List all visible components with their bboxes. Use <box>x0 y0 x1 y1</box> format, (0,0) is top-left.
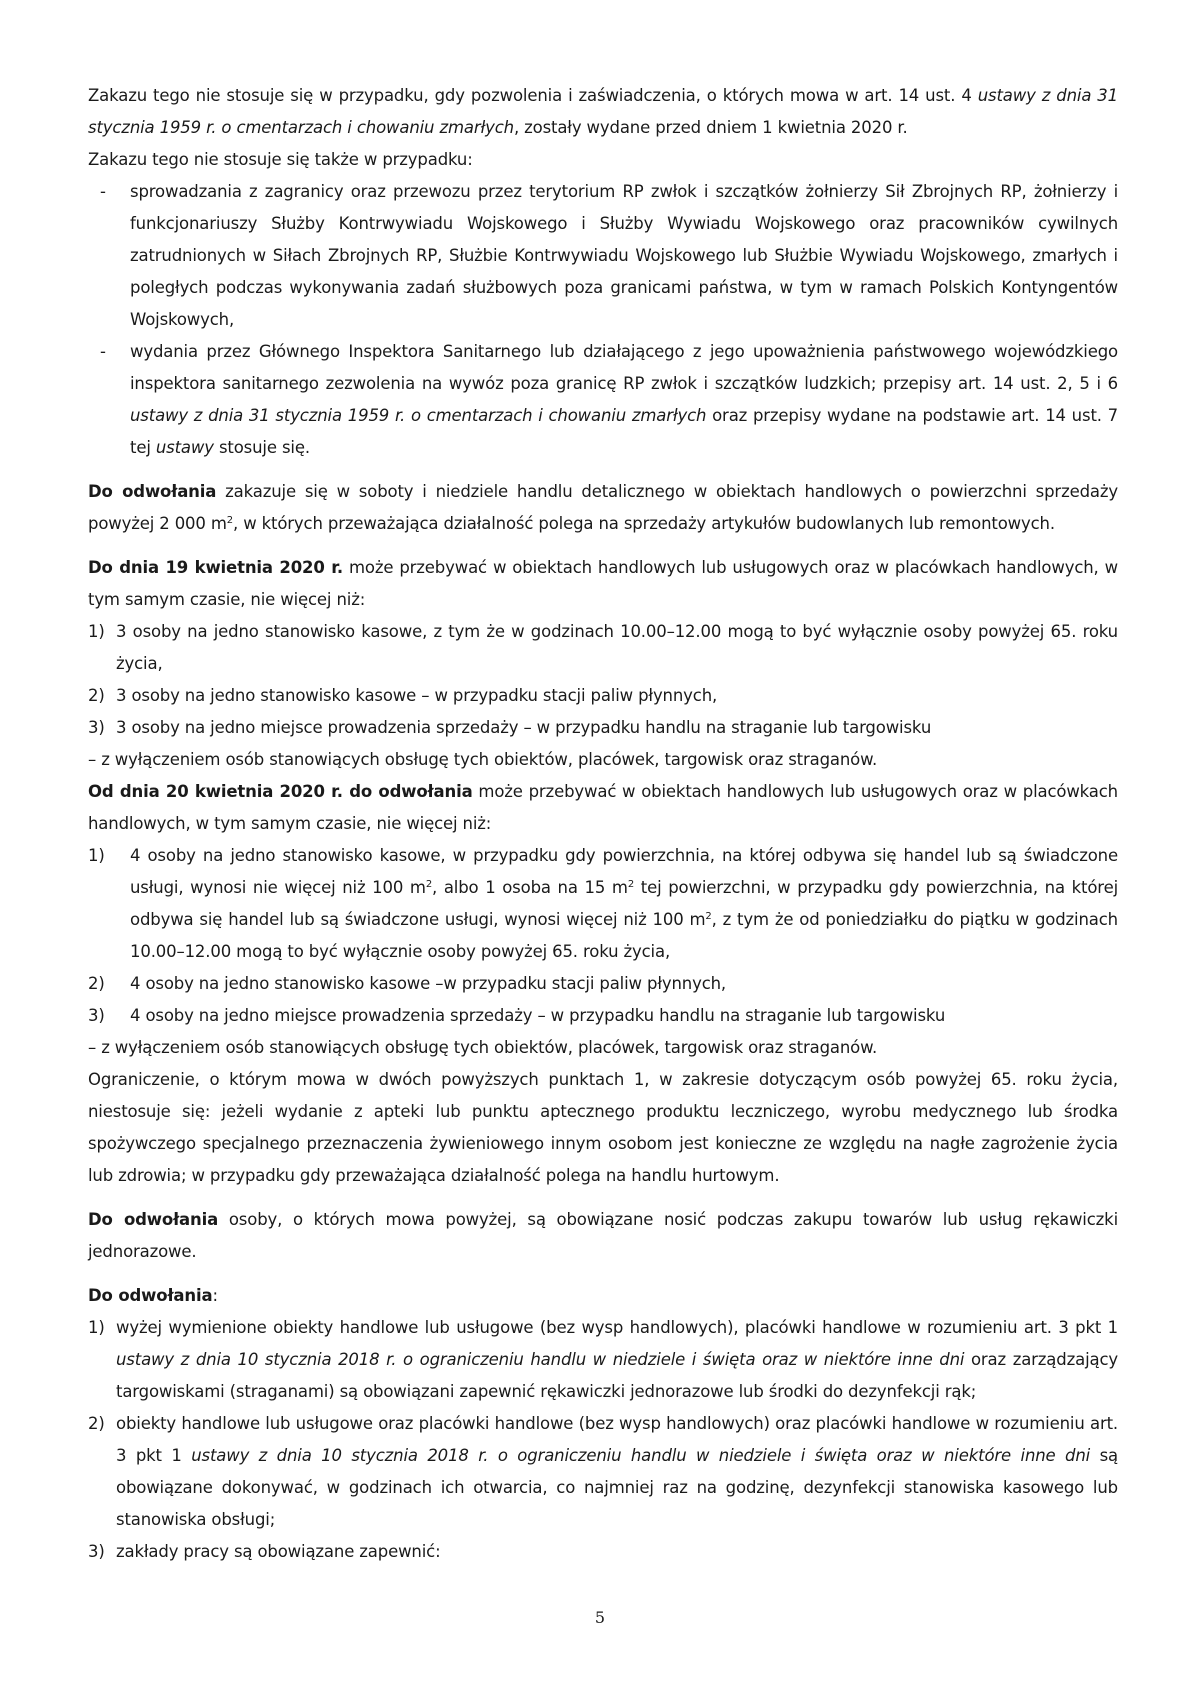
paragraph-also-exempt: Zakazu tego nie stosuje się także w przypadku: <box>88 150 473 169</box>
list-item-text: wydania przez Głównego Inspektora Sanitarnego lub działającego z jego upoważnienia państwowego wojewódzkiego inspektora sanitarnego zezwolenia na wywóz poza granicę RP zwłok i szczątków ludzkich; przepisy art. 14 ust. 2, 5 i 6 <box>130 342 1118 393</box>
paragraph-from-20-april <box>88 776 1118 840</box>
list-item <box>88 1536 1118 1568</box>
list-item-text: oraz przepisy wydane na podstawie art. 14 ust. 7 tej <box>130 406 1119 457</box>
list-marker: 2) <box>88 974 105 993</box>
superscript: 2 <box>226 515 233 526</box>
list-item-text: 3 osoby na jedno miejsce prowadzenia sprzedaży – w przypadku handlu na straganie lub targowisku <box>116 718 932 737</box>
act-citation: ustawy z dnia 10 stycznia 2018 r. o ograniczeniu handlu w niedziele i święta oraz w niektóre inne dni <box>191 1446 1091 1465</box>
list-item-text: 4 osoby na jedno stanowisko kasowe, w przypadku gdy powierzchnia, na której odbywa się handel lub są świadczone usługi, wynosi nie więcej niż 100 m <box>130 846 1118 897</box>
text-run: : <box>212 1286 218 1305</box>
page-number: 5 <box>594 1608 606 1627</box>
list-item <box>88 1000 1118 1032</box>
list-marker: 2) <box>88 686 105 705</box>
act-citation: ustawy <box>155 438 214 457</box>
list-marker: 3) <box>88 718 105 737</box>
list-item-text: 4 osoby na jedno stanowisko kasowe –w przypadku stacji paliw płynnych, <box>130 974 727 993</box>
text-run: , w których przeważająca działalność polega na sprzedaży artykułów budowlanych lub remontowych. <box>233 514 1055 533</box>
numbered-list-1 <box>88 616 1118 744</box>
list-item <box>88 712 1118 744</box>
text-run: zakazuje się w soboty i niedziele handlu detalicznego w obiektach handlowych o powierzchni sprzedaży powyżej 2 000 m <box>88 482 1118 533</box>
paragraph-age-restriction: Ograniczenie, o którym mowa w dwóch powyższych punktach 1, w zakresie dotyczącym osób powyżej 65. roku życia, niestosuje się: jeżeli wydanie z apteki lub punktu aptecznego produktu leczniczego, wyrobu medycznego lub środka spożywczego specjalnego przeznaczenia żywieniowego innym osobom jest konieczne ze względu na nagłe zagrożenie życia lub zdrowia; w przypadku gdy przeważająca działalność polega na handlu hurtowym. <box>88 1070 1118 1185</box>
list-item <box>88 176 1118 336</box>
list-tail: – z wyłączeniem osób stanowiących obsługę tych obiektów, placówek, targowisk oraz straganów. <box>88 750 878 769</box>
list-marker: 3) <box>88 1542 105 1561</box>
paragraph-exemption-permits <box>88 80 1118 144</box>
bold-lead: Do dnia 19 kwietnia 2020 r. <box>88 558 343 577</box>
list-marker: - <box>100 342 106 361</box>
list-item <box>88 840 1118 968</box>
list-item-text: , z tym że od poniedziałku do piątku w godzinach 10.00–12.00 mogą to być wyłącznie osoby powyżej 65. roku życia, <box>130 910 1118 961</box>
superscript: 2 <box>627 879 635 890</box>
list-item <box>88 1312 1118 1408</box>
bold-lead: Do odwołania <box>88 482 217 501</box>
text-run: może przebywać w obiektach handlowych lub usługowych oraz w placówkach handlowych, w tym samym czasie, nie więcej niż: <box>88 782 1118 833</box>
dash-list <box>88 176 1118 464</box>
text-run: Zakazu tego nie stosuje się w przypadku, gdy pozwolenia i zaświadczenia, o których mowa w art. 14 ust. 4 <box>88 86 978 105</box>
text-run: może przebywać w obiektach handlowych lub usługowych oraz w placówkach handlowych, w tym samym czasie, nie więcej niż: <box>88 558 1118 609</box>
text-run: osoby, o których mowa powyżej, są obowiązane nosić podczas zakupu towarów lub usług rękawiczki jednorazowe. <box>88 1210 1119 1261</box>
act-citation: ustawy z dnia 31 stycznia 1959 r. o cmentarzach i chowaniu zmarłych <box>130 406 707 425</box>
list-marker: 1) <box>88 622 105 641</box>
list-item-text: 3 osoby na jedno stanowisko kasowe, z tym że w godzinach 10.00–12.00 mogą to być wyłącznie osoby powyżej 65. roku życia, <box>116 622 1118 673</box>
numbered-list-3 <box>88 1312 1118 1568</box>
bold-lead: Od dnia 20 kwietnia 2020 r. do odwołania <box>88 782 473 801</box>
list-item-text: 4 osoby na jedno miejsce prowadzenia sprzedaży – w przypadku handlu na straganie lub targowisku <box>130 1006 946 1025</box>
list-item <box>88 968 1118 1000</box>
list-marker: 1) <box>88 846 105 865</box>
superscript: 2 <box>425 879 433 890</box>
act-citation: ustawy z dnia 10 stycznia 2018 r. o ograniczeniu handlu w niedziele i święta oraz w niektóre inne dni <box>116 1350 965 1369</box>
list-item <box>88 1408 1118 1536</box>
list-marker: 3) <box>88 1006 105 1025</box>
document-page <box>88 80 1118 1568</box>
list-item-text: 3 osoby na jedno stanowisko kasowe – w przypadku stacji paliw płynnych, <box>116 686 718 705</box>
list-item-text: są obowiązane dokonywać, w godzinach ich otwarcia, co najmniej raz na godzinę, dezynfekcji stanowiska kasowego lub stanowiska obsługi; <box>116 1446 1118 1529</box>
list-item-text: , albo 1 osoba na 15 m <box>432 878 628 897</box>
list-item-text: tej powierzchni, w przypadku gdy powierzchnia, na której odbywa się handel lub są świadczone usługi, wynosi więcej niż 100 m <box>130 878 1119 929</box>
list-item-text: zakłady pracy są obowiązane zapewnić: <box>116 1542 441 1561</box>
paragraph-weekend-ban <box>88 476 1118 540</box>
list-item <box>88 616 1118 680</box>
paragraph-until-19-april <box>88 552 1118 616</box>
list-marker: 2) <box>88 1414 105 1433</box>
text-run: , zostały wydane przed dniem 1 kwietnia 2020 r. <box>513 118 908 137</box>
list-item-text: wyżej wymienione obiekty handlowe lub usługowe (bez wysp handlowych), placówki handlowe w rozumieniu art. 3 pkt 1 <box>116 1318 1118 1337</box>
list-item-text: stosuje się. <box>213 438 310 457</box>
list-marker: 1) <box>88 1318 105 1337</box>
list-item <box>88 336 1118 464</box>
bold-lead: Do odwołania <box>88 1210 219 1229</box>
list-item-text: sprowadzania z zagranicy oraz przewozu przez terytorium RP zwłok i szczątków żołnierzy Sił Zbrojnych RP, żołnierzy i funkcjonariuszy Służby Kontrwywiadu Wojskowego i Służby Wywiadu Wojskowego oraz pracowników cywilnych zatrudnionych w Siłach Zbrojnych RP, Służbie Kontrwywiadu Wojskowego lub Służbie Wywiadu Wojskowego, zmarłych i poległych podczas wykonywania zadań służbowych poza granicami państwa, w tym w ramach Polskich Kontyngentów Wojskowych, <box>130 182 1118 329</box>
list-item-text: obiekty handlowe lub usługowe oraz placówki handlowe (bez wysp handlowych) oraz placówki handlowe w rozumieniu art. 3 pkt 1 <box>116 1414 1118 1465</box>
numbered-list-2 <box>88 840 1118 1032</box>
bold-lead: Do odwołania <box>88 1286 213 1305</box>
list-item <box>88 680 1118 712</box>
list-item-text: oraz zarządzający targowiskami (straganami) są obowiązani zapewnić rękawiczki jednorazowe lub środki do dezynfekcji rąk; <box>116 1350 1119 1401</box>
paragraph-gloves <box>88 1204 1118 1268</box>
list-marker: - <box>100 182 106 201</box>
act-citation: ustawy z dnia 31 stycznia 1959 r. o cmentarzach i chowaniu zmarłych <box>88 86 1118 137</box>
superscript: 2 <box>705 911 712 922</box>
list-tail: – z wyłączeniem osób stanowiących obsługę tych obiektów, placówek, targowisk oraz straganów. <box>88 1038 878 1057</box>
paragraph-until-revoked <box>88 1280 1118 1312</box>
